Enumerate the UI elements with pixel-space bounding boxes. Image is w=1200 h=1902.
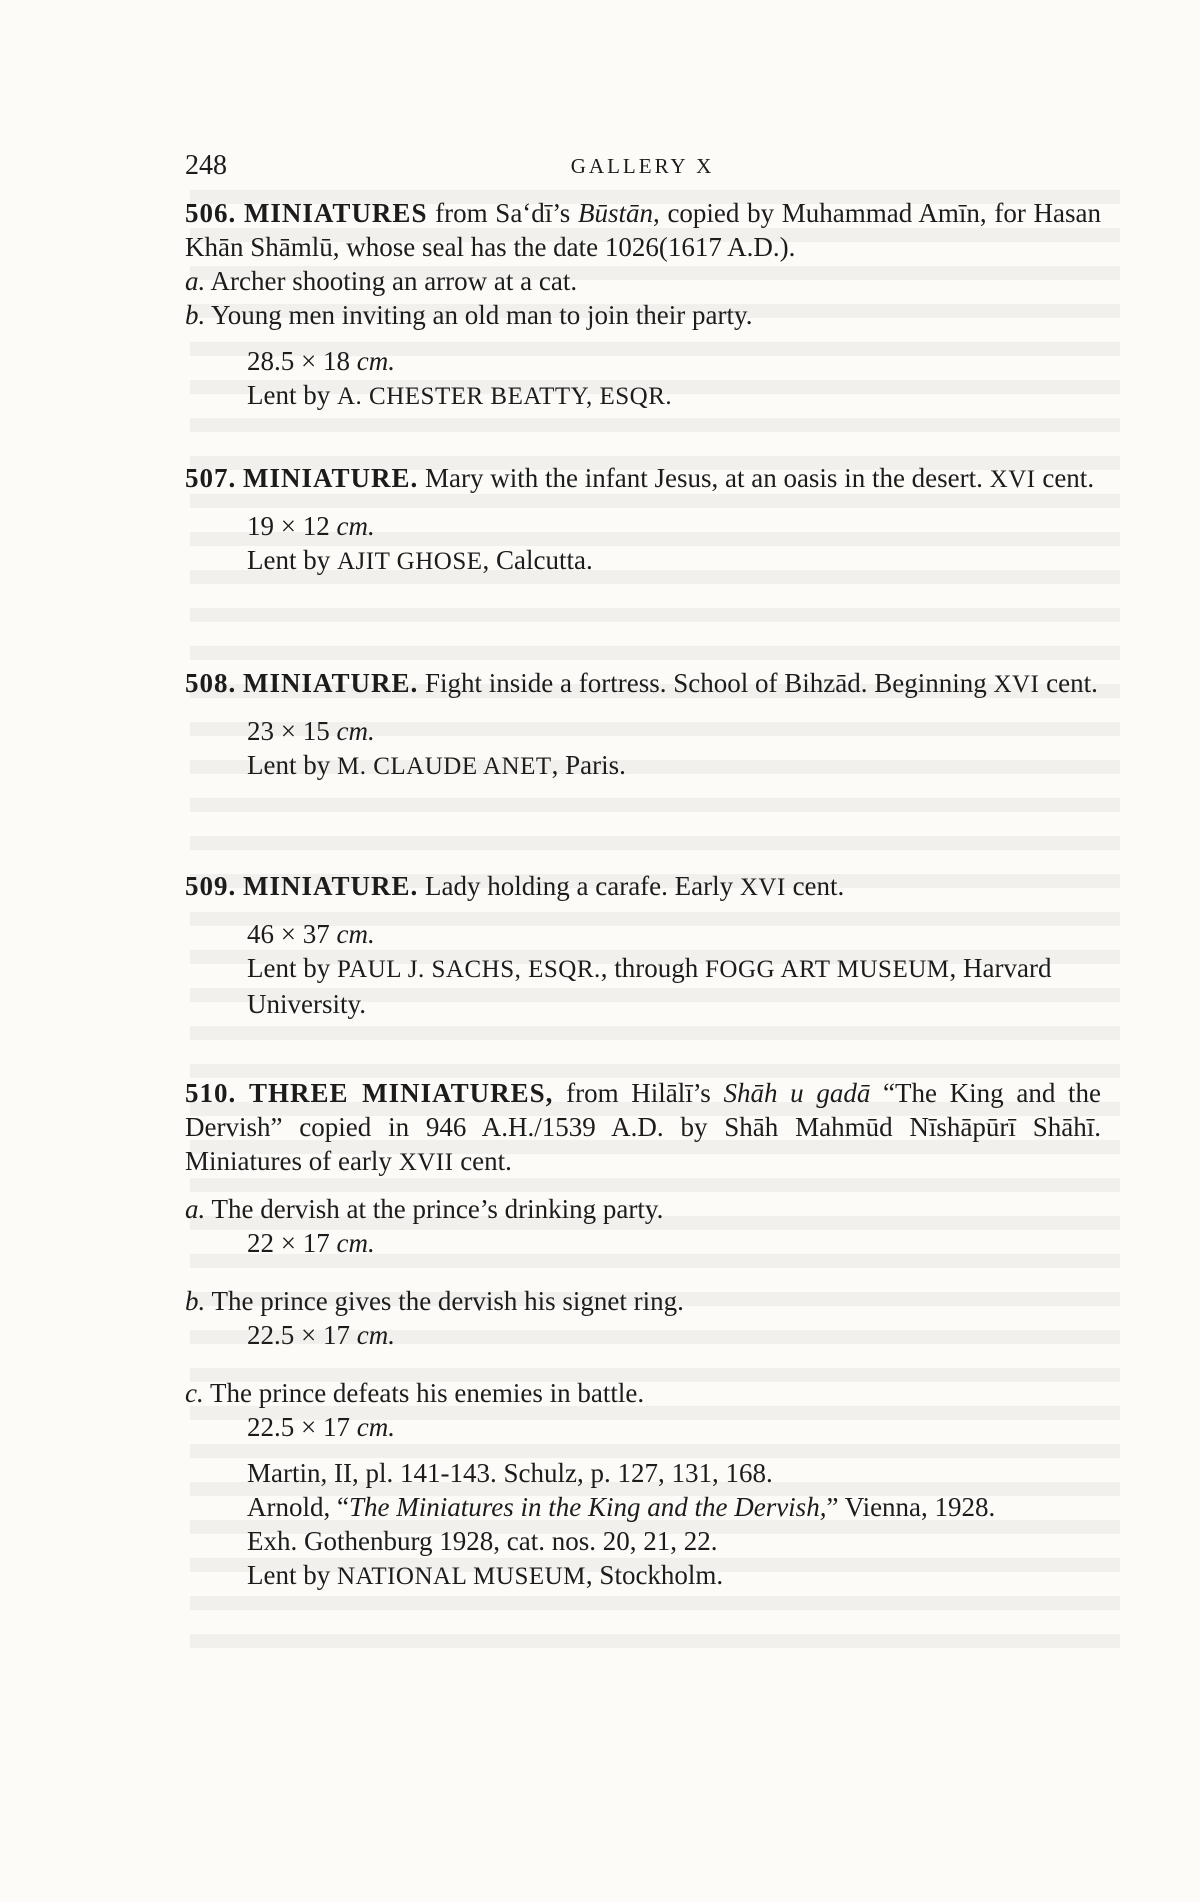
- item-b-dimensions: 22.5 × 17 cm.: [247, 1320, 395, 1350]
- entry-description: 506. MINIATURES from Sa‘dī’s Būstān, copied by Muhammad Amīn, for Hasan Khān Shāmlū, whose seal has the date 1026(1617 A.D.).: [185, 198, 1101, 262]
- lender-line: Lent by AJIT GHOSE, Calcutta.: [247, 545, 593, 575]
- item-a-dimensions: 22 × 17 cm.: [247, 1228, 375, 1258]
- page-header: [185, 150, 1100, 190]
- entry-label: MINIATURE.: [243, 871, 419, 901]
- item-a: a. Archer shooting an arrow at a cat.: [185, 266, 578, 296]
- reference-1: Martin, II, pl. 141-143. Schulz, p. 127, 131, 168.: [247, 1458, 773, 1488]
- catalog-entry-510: [185, 1076, 1101, 1594]
- entry-number: 506.: [185, 198, 237, 228]
- lender-line: Lent by M. CLAUDE ANET, Paris.: [247, 750, 626, 780]
- work-title: Būstān: [578, 198, 654, 228]
- dimensions: 46 × 37 cm.: [247, 919, 375, 949]
- lender-name: A. CHESTER BEATTY, ESQR.: [336, 383, 673, 410]
- catalog-entry-509: [185, 869, 1101, 1021]
- lender-name: AJIT GHOSE: [336, 548, 483, 575]
- lender-name: NATIONAL MUSEUM: [336, 1563, 586, 1590]
- lender-name: PAUL J. SACHS, ESQR.: [336, 956, 601, 983]
- dimensions: 28.5 × 18 cm.: [247, 346, 395, 376]
- entry-number: 509.: [185, 871, 237, 901]
- running-head: GALLERY X: [570, 154, 715, 178]
- entry-description: 509. MINIATURE. Lady holding a carafe. Early XVI cent.: [185, 871, 845, 901]
- dimensions: 23 × 15 cm.: [247, 716, 375, 746]
- item-b: b. The prince gives the dervish his signet ring.: [185, 1286, 684, 1316]
- item-c-dimensions: 22.5 × 17 cm.: [247, 1412, 395, 1442]
- entry-description: 508. MINIATURE. Fight inside a fortress. School of Bihzād. Beginning XVI cent.: [185, 668, 1098, 698]
- work-title: Shāh u gadā: [723, 1078, 871, 1108]
- item-a: a. The dervish at the prince’s drinking party.: [185, 1194, 664, 1224]
- lender-name: M. CLAUDE ANET: [336, 753, 552, 780]
- entry-description: 507. MINIATURE. Mary with the infant Jesus, at an oasis in the desert. XVI cent.: [185, 463, 1095, 493]
- page-number: 248: [185, 150, 227, 181]
- lender-line: Lent by NATIONAL MUSEUM, Stockholm.: [247, 1560, 724, 1590]
- lender-line: Lent by A. CHESTER BEATTY, ESQR.: [247, 380, 673, 410]
- catalog-entry-507: [185, 461, 1101, 579]
- catalog-entry-506: [185, 196, 1101, 414]
- item-c: c. The prince defeats his enemies in battle.: [185, 1378, 645, 1408]
- entry-label: MINIATURE.: [243, 463, 419, 493]
- entry-number: 508.: [185, 668, 237, 698]
- lender-line: Lent by PAUL J. SACHS, ESQR., through FOGG ART MUSEUM, Harvard University.: [247, 953, 1052, 1019]
- item-b: b. Young men inviting an old man to join their party.: [185, 300, 753, 330]
- lender-institution: FOGG ART MUSEUM: [705, 956, 950, 983]
- entry-label: MINIATURE.: [243, 668, 419, 698]
- entry-label: MINIATURES: [243, 198, 428, 228]
- entry-number: 507.: [185, 463, 237, 493]
- dimensions: 19 × 12 cm.: [247, 511, 375, 541]
- catalog-entry-508: [185, 666, 1101, 784]
- entry-description: 510. THREE MINIATURES, from Hilālī’s Shāh u gadā “The King and the Dervish” copied in 946 A.H./1539 A.D. by Shāh Mahmūd Nīshāpūrī Shāhī. Miniatures of early XVII cent.: [185, 1078, 1101, 1176]
- entry-label: THREE MINIATURES,: [248, 1078, 554, 1108]
- reference-3: Exh. Gothenburg 1928, cat. nos. 20, 21, 22.: [247, 1526, 718, 1556]
- reference-2: Arnold, “The Miniatures in the King and the Dervish,” Vienna, 1928.: [247, 1492, 996, 1522]
- entry-number: 510.: [185, 1078, 237, 1108]
